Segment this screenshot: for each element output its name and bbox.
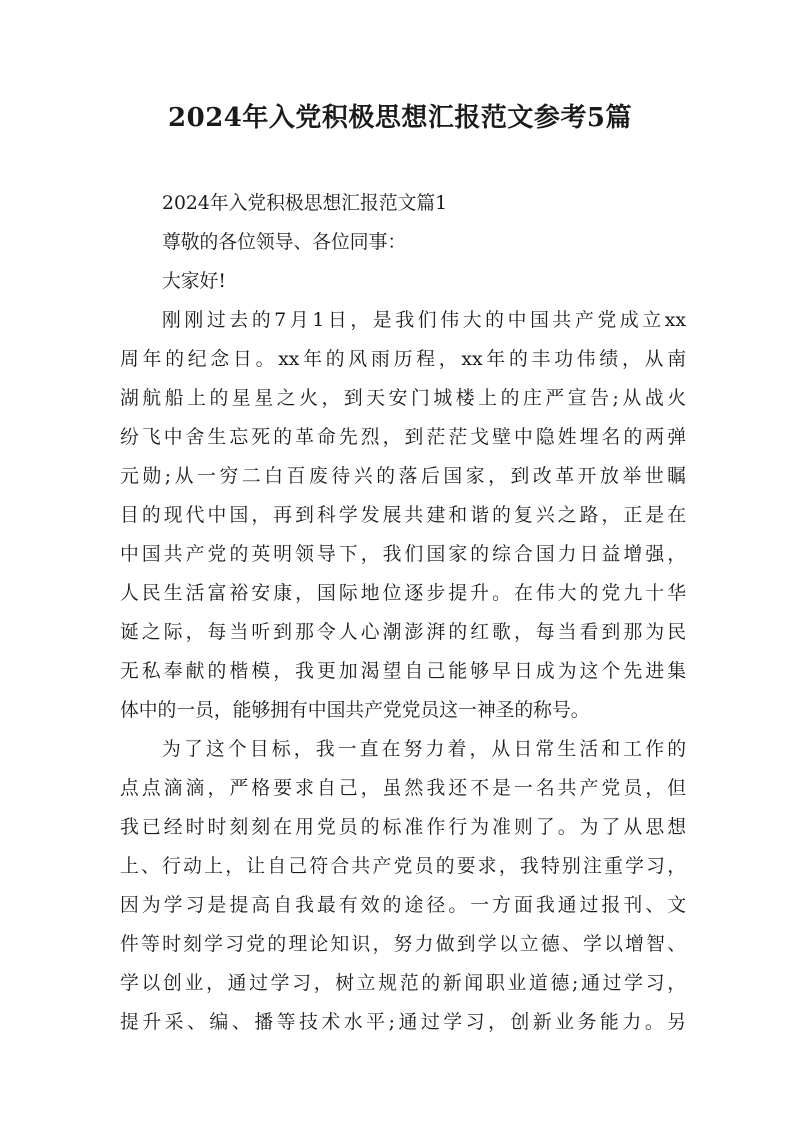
text-line: 上、行动上，让自己符合共产党员的要求，我特别注重学习， <box>120 856 686 877</box>
text-line: 纷飞中舍生忘死的革命先烈，到茫茫戈壁中隐姓埋名的两弹 <box>120 427 686 448</box>
text-line: 刚刚过去的7月1日，是我们伟大的中国共产党成立xx <box>162 310 686 331</box>
text-line: 为了这个目标，我一直在努力着，从日常生活和工作的 <box>162 739 686 760</box>
document-title: 2024年入党积极思想汇报范文参考5篇 <box>168 103 632 133</box>
text-line: 点点滴滴，严格要求自己，虽然我还不是一名共产党员，但 <box>120 778 686 799</box>
document-body <box>120 184 686 1042</box>
text-line: 大家好! <box>162 271 226 292</box>
text-line: 诞之际，每当听到那令人心潮澎湃的红歌，每当看到那为民 <box>120 622 686 643</box>
text-line: 周年的纪念日。xx年的风雨历程，xx年的丰功伟绩，从南 <box>120 349 686 370</box>
text-line: 我已经时时刻刻在用党员的标准作行为准则了。为了从思想 <box>120 817 686 838</box>
text-line: 目的现代中国，再到科学发展共建和谐的复兴之路，正是在 <box>120 505 686 526</box>
text-line: 无私奉献的楷模，我更加渴望自己能够早日成为这个先进集 <box>120 661 686 682</box>
text-line: 提升采、编、播等技术水平;通过学习，创新业务能力。另 <box>120 1012 686 1033</box>
text-line: 湖航船上的星星之火，到天安门城楼上的庄严宣告;从战火 <box>120 388 686 409</box>
text-line: 中国共产党的英明领导下，我们国家的综合国力日益增强， <box>120 544 686 565</box>
text-line: 因为学习是提高自我最有效的途径。一方面我通过报刊、文 <box>120 895 686 916</box>
text-line: 体中的一员，能够拥有中国共产党党员这一神圣的称号。 <box>120 700 590 721</box>
text-line: 人民生活富裕安康，国际地位逐步提升。在伟大的党九十华 <box>120 583 686 604</box>
text-line: 件等时刻学习党的理论知识，努力做到学以立德、学以增智、 <box>120 934 686 955</box>
text-line: 尊敬的各位领导、各位同事： <box>162 232 407 253</box>
text-line: 元勋;从一穷二白百废待兴的落后国家，到改革开放举世瞩 <box>120 466 686 487</box>
text-line: 2024年入党积极思想汇报范文篇1 <box>162 193 448 214</box>
text-line: 学以创业，通过学习，树立规范的新闻职业道德;通过学习， <box>120 973 686 994</box>
